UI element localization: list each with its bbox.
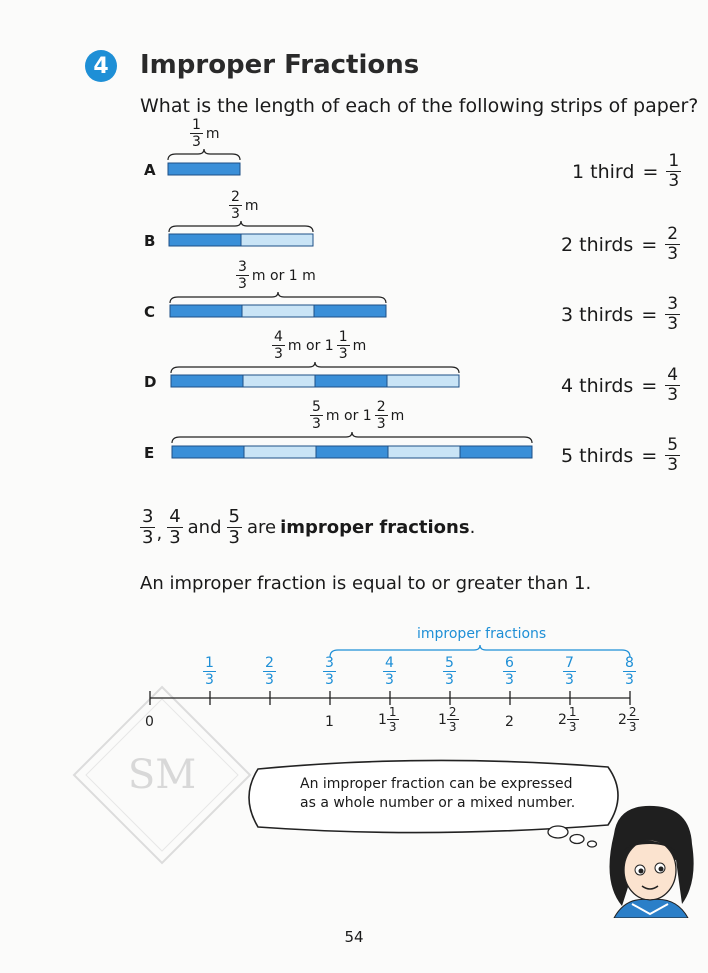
strip-letter-c: C xyxy=(144,303,156,321)
thought-bubble-text xyxy=(300,775,575,813)
strip-length-label: $\frac{2}{3}$ m xyxy=(231,189,259,222)
question-text: What is the length of each of the following strips of paper? xyxy=(140,95,699,117)
bold-term: improper fractions xyxy=(280,517,470,538)
number-line-whole-label: 2 $\frac{1}{3}$ xyxy=(558,705,577,734)
improper-fractions-brace-label: improper fractions xyxy=(417,626,547,642)
strip-length-label: $\frac{4}{3}$ m or 1 $\frac{1}{3}$ m xyxy=(274,329,367,362)
number-line-whole-label: 0 xyxy=(145,714,154,730)
svg-text:SM: SM xyxy=(127,752,197,798)
definition-text: An improper fraction is equal to or greater than 1. xyxy=(140,573,592,594)
example-fraction-2: $\frac{4}{3}$ xyxy=(169,506,181,548)
and-text: and xyxy=(187,517,222,538)
number-line-fraction-label: $\frac{8}{3}$ xyxy=(625,655,634,688)
section-number-badge: 4 xyxy=(85,50,117,82)
thought-line-1: An improper fraction can be expressed xyxy=(300,776,573,792)
example-fraction-1: $\frac{3}{3}$ xyxy=(142,506,154,548)
strip-letter-d: D xyxy=(144,373,157,391)
number-line-fraction-label: $\frac{5}{3}$ xyxy=(445,655,454,688)
number-line-fraction-label: $\frac{4}{3}$ xyxy=(385,655,394,688)
number-line-whole-label: 2 $\frac{2}{3}$ xyxy=(618,705,637,734)
strip-length-label: $\frac{1}{3}$ m xyxy=(192,117,220,150)
strip-length-label: $\frac{5}{3}$ m or 1 $\frac{2}{3}$ m xyxy=(312,399,405,432)
thought-line-2: as a whole number or a mixed number. xyxy=(300,795,576,811)
page-number: 54 xyxy=(344,928,364,946)
period: . xyxy=(469,517,476,538)
number-line-fraction-label: $\frac{3}{3}$ xyxy=(325,655,334,688)
improper-fractions-brace xyxy=(330,645,630,657)
strip-answer: 2 thirds = $\frac{2}{3}$ xyxy=(561,224,679,264)
strip-answer: 1 third = $\frac{1}{3}$ xyxy=(572,151,680,191)
strip-answer: 3 thirds = $\frac{3}{3}$ xyxy=(561,294,679,334)
number-line-fraction-label: $\frac{7}{3}$ xyxy=(565,655,574,688)
number-line-whole-label: 2 xyxy=(505,714,514,730)
strip-length-label: $\frac{3}{3}$ m or 1 m xyxy=(238,259,316,292)
number-line-whole-label: 1 xyxy=(325,714,334,730)
example-fraction-3: $\frac{5}{3}$ xyxy=(228,506,240,548)
strip-letter-a: A xyxy=(144,161,156,179)
number-line-whole-label: 1 $\frac{1}{3}$ xyxy=(378,705,397,734)
are-text: are xyxy=(246,517,277,538)
girl-character-illustration xyxy=(596,800,704,918)
number-line-fraction-label: $\frac{2}{3}$ xyxy=(265,655,274,688)
section-title: Improper Fractions xyxy=(140,50,420,80)
comma: , xyxy=(156,523,163,544)
number-line-whole-label: 1 $\frac{2}{3}$ xyxy=(438,705,457,734)
number-line-fraction-label: $\frac{1}{3}$ xyxy=(205,655,214,688)
strip-letter-e: E xyxy=(144,444,155,462)
strip-letter-b: B xyxy=(144,232,156,250)
number-line-fraction-label: $\frac{6}{3}$ xyxy=(505,655,514,688)
strip-answer: 5 thirds = $\frac{5}{3}$ xyxy=(561,435,679,475)
strip-answer: 4 thirds = $\frac{4}{3}$ xyxy=(561,365,679,405)
